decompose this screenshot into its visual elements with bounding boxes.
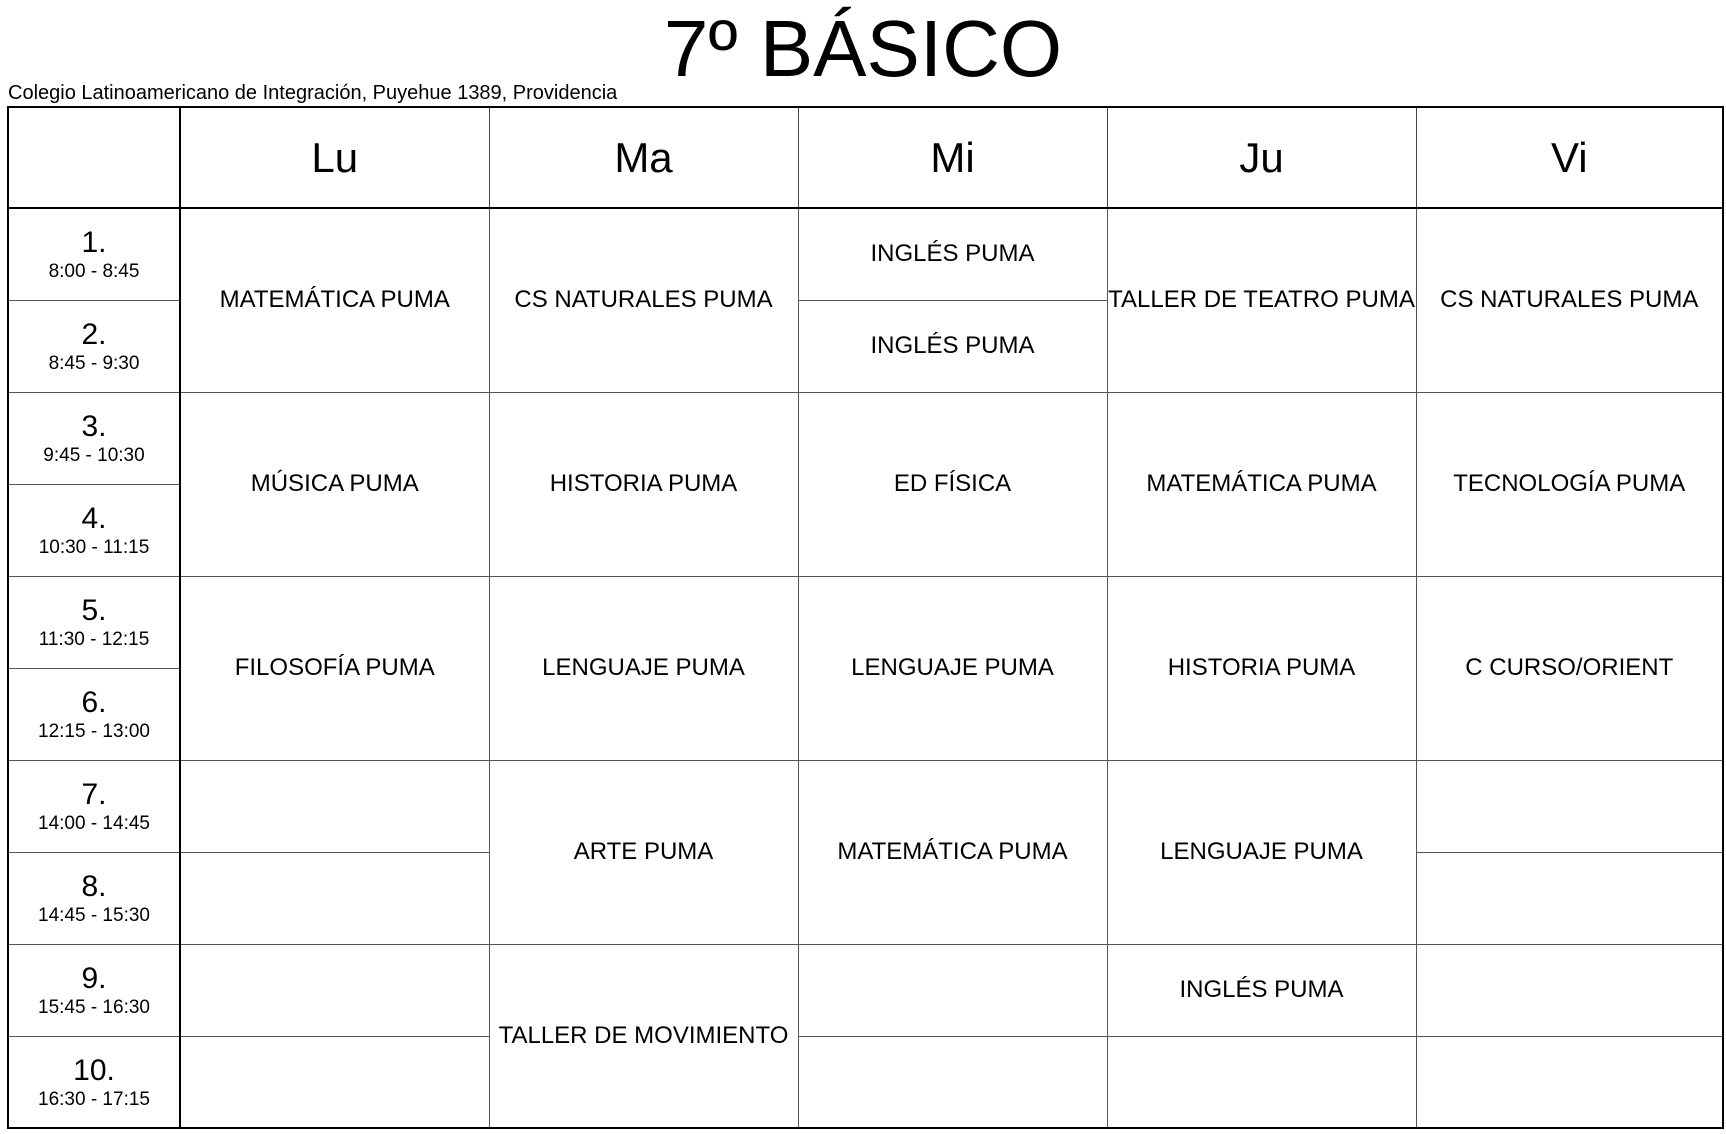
class-cell-ma: LENGUAJE PUMA [489, 576, 798, 760]
period-cell [8, 300, 180, 392]
period-row-7 [8, 760, 1723, 852]
class-cell-mi: INGLÉS PUMA [798, 208, 1107, 300]
day-header-ma: Ma [489, 107, 798, 208]
schedule-table [7, 106, 1724, 1129]
period-number: 6. [81, 686, 107, 719]
period-cell [8, 760, 180, 852]
day-header-vi: Vi [1416, 107, 1723, 208]
empty-cell-mi [798, 1036, 1107, 1128]
empty-cell-lu [180, 852, 489, 944]
period-cell [8, 392, 180, 484]
class-cell-ju: MATEMÁTICA PUMA [1107, 392, 1416, 576]
period-time: 8:45 - 9:30 [48, 353, 140, 374]
empty-cell-mi [798, 944, 1107, 1036]
empty-cell-vi [1416, 760, 1723, 852]
class-cell-ma: TALLER DE MOVIMIENTO [489, 944, 798, 1128]
empty-cell-vi [1416, 1036, 1723, 1128]
class-cell-vi: C CURSO/ORIENT [1416, 576, 1723, 760]
period-row-9 [8, 944, 1723, 1036]
period-number: 10. [73, 1053, 115, 1087]
empty-cell-ju [1107, 1036, 1416, 1128]
class-cell-lu: MATEMÁTICA PUMA [180, 208, 489, 392]
period-time: 15:45 - 16:30 [38, 997, 150, 1018]
empty-cell-lu [180, 944, 489, 1036]
corner-cell [8, 107, 180, 208]
empty-cell-lu [180, 1036, 489, 1128]
period-number: 9. [81, 962, 107, 995]
period-cell [8, 668, 180, 760]
class-cell-ju: HISTORIA PUMA [1107, 576, 1416, 760]
period-time: 14:45 - 15:30 [38, 905, 150, 926]
period-row-3 [8, 392, 1723, 484]
header-row [8, 107, 1723, 208]
period-time: 8:00 - 8:45 [48, 261, 140, 283]
period-time: 16:30 - 17:15 [38, 1088, 150, 1110]
period-time: 10:30 - 11:15 [38, 537, 150, 558]
day-header-mi: Mi [798, 107, 1107, 208]
period-number: 3. [81, 410, 107, 443]
period-number: 2. [81, 318, 107, 351]
page-title: 7º BÁSICO [663, 4, 1063, 93]
period-number: 7. [81, 778, 107, 811]
class-cell-ju: LENGUAJE PUMA [1107, 760, 1416, 944]
class-cell-ma: HISTORIA PUMA [489, 392, 798, 576]
period-number: 8. [81, 870, 107, 903]
class-cell-ma: ARTE PUMA [489, 760, 798, 944]
class-cell-mi: ED FÍSICA [798, 392, 1107, 576]
period-cell [8, 944, 180, 1036]
period-time: 12:15 - 13:00 [38, 721, 150, 742]
period-number: 4. [81, 502, 107, 535]
empty-cell-lu [180, 760, 489, 852]
period-time: 11:30 - 12:15 [38, 629, 150, 650]
class-cell-mi: LENGUAJE PUMA [798, 576, 1107, 760]
empty-cell-vi [1416, 944, 1723, 1036]
day-header-lu: Lu [180, 107, 489, 208]
class-cell-vi: TECNOLOGÍA PUMA [1416, 392, 1723, 576]
class-cell-ju: TALLER DE TEATRO PUMA [1107, 208, 1416, 392]
period-number: 1. [81, 226, 107, 260]
schedule-body [8, 107, 1723, 1128]
class-cell-ma: CS NATURALES PUMA [489, 208, 798, 392]
period-cell [8, 208, 180, 300]
day-header-ju: Ju [1107, 107, 1416, 208]
period-cell [8, 1036, 180, 1128]
class-cell-ju: INGLÉS PUMA [1107, 944, 1416, 1036]
school-address: Colegio Latinoamericano de Integración, Puyehue 1389, Providencia [8, 82, 618, 104]
period-row-5 [8, 576, 1723, 668]
class-cell-mi: MATEMÁTICA PUMA [798, 760, 1107, 944]
class-cell-lu: FILOSOFÍA PUMA [180, 576, 489, 760]
class-cell-mi: INGLÉS PUMA [798, 300, 1107, 392]
period-row-1 [8, 208, 1723, 300]
period-cell [8, 852, 180, 944]
period-cell [8, 576, 180, 668]
period-time: 14:00 - 14:45 [38, 813, 150, 834]
period-number: 5. [81, 594, 107, 627]
period-row-10 [8, 1036, 1723, 1128]
class-cell-lu: MÚSICA PUMA [180, 392, 489, 576]
class-cell-vi: CS NATURALES PUMA [1416, 208, 1723, 392]
empty-cell-vi [1416, 852, 1723, 944]
period-time: 9:45 - 10:30 [43, 445, 145, 466]
period-cell [8, 484, 180, 576]
